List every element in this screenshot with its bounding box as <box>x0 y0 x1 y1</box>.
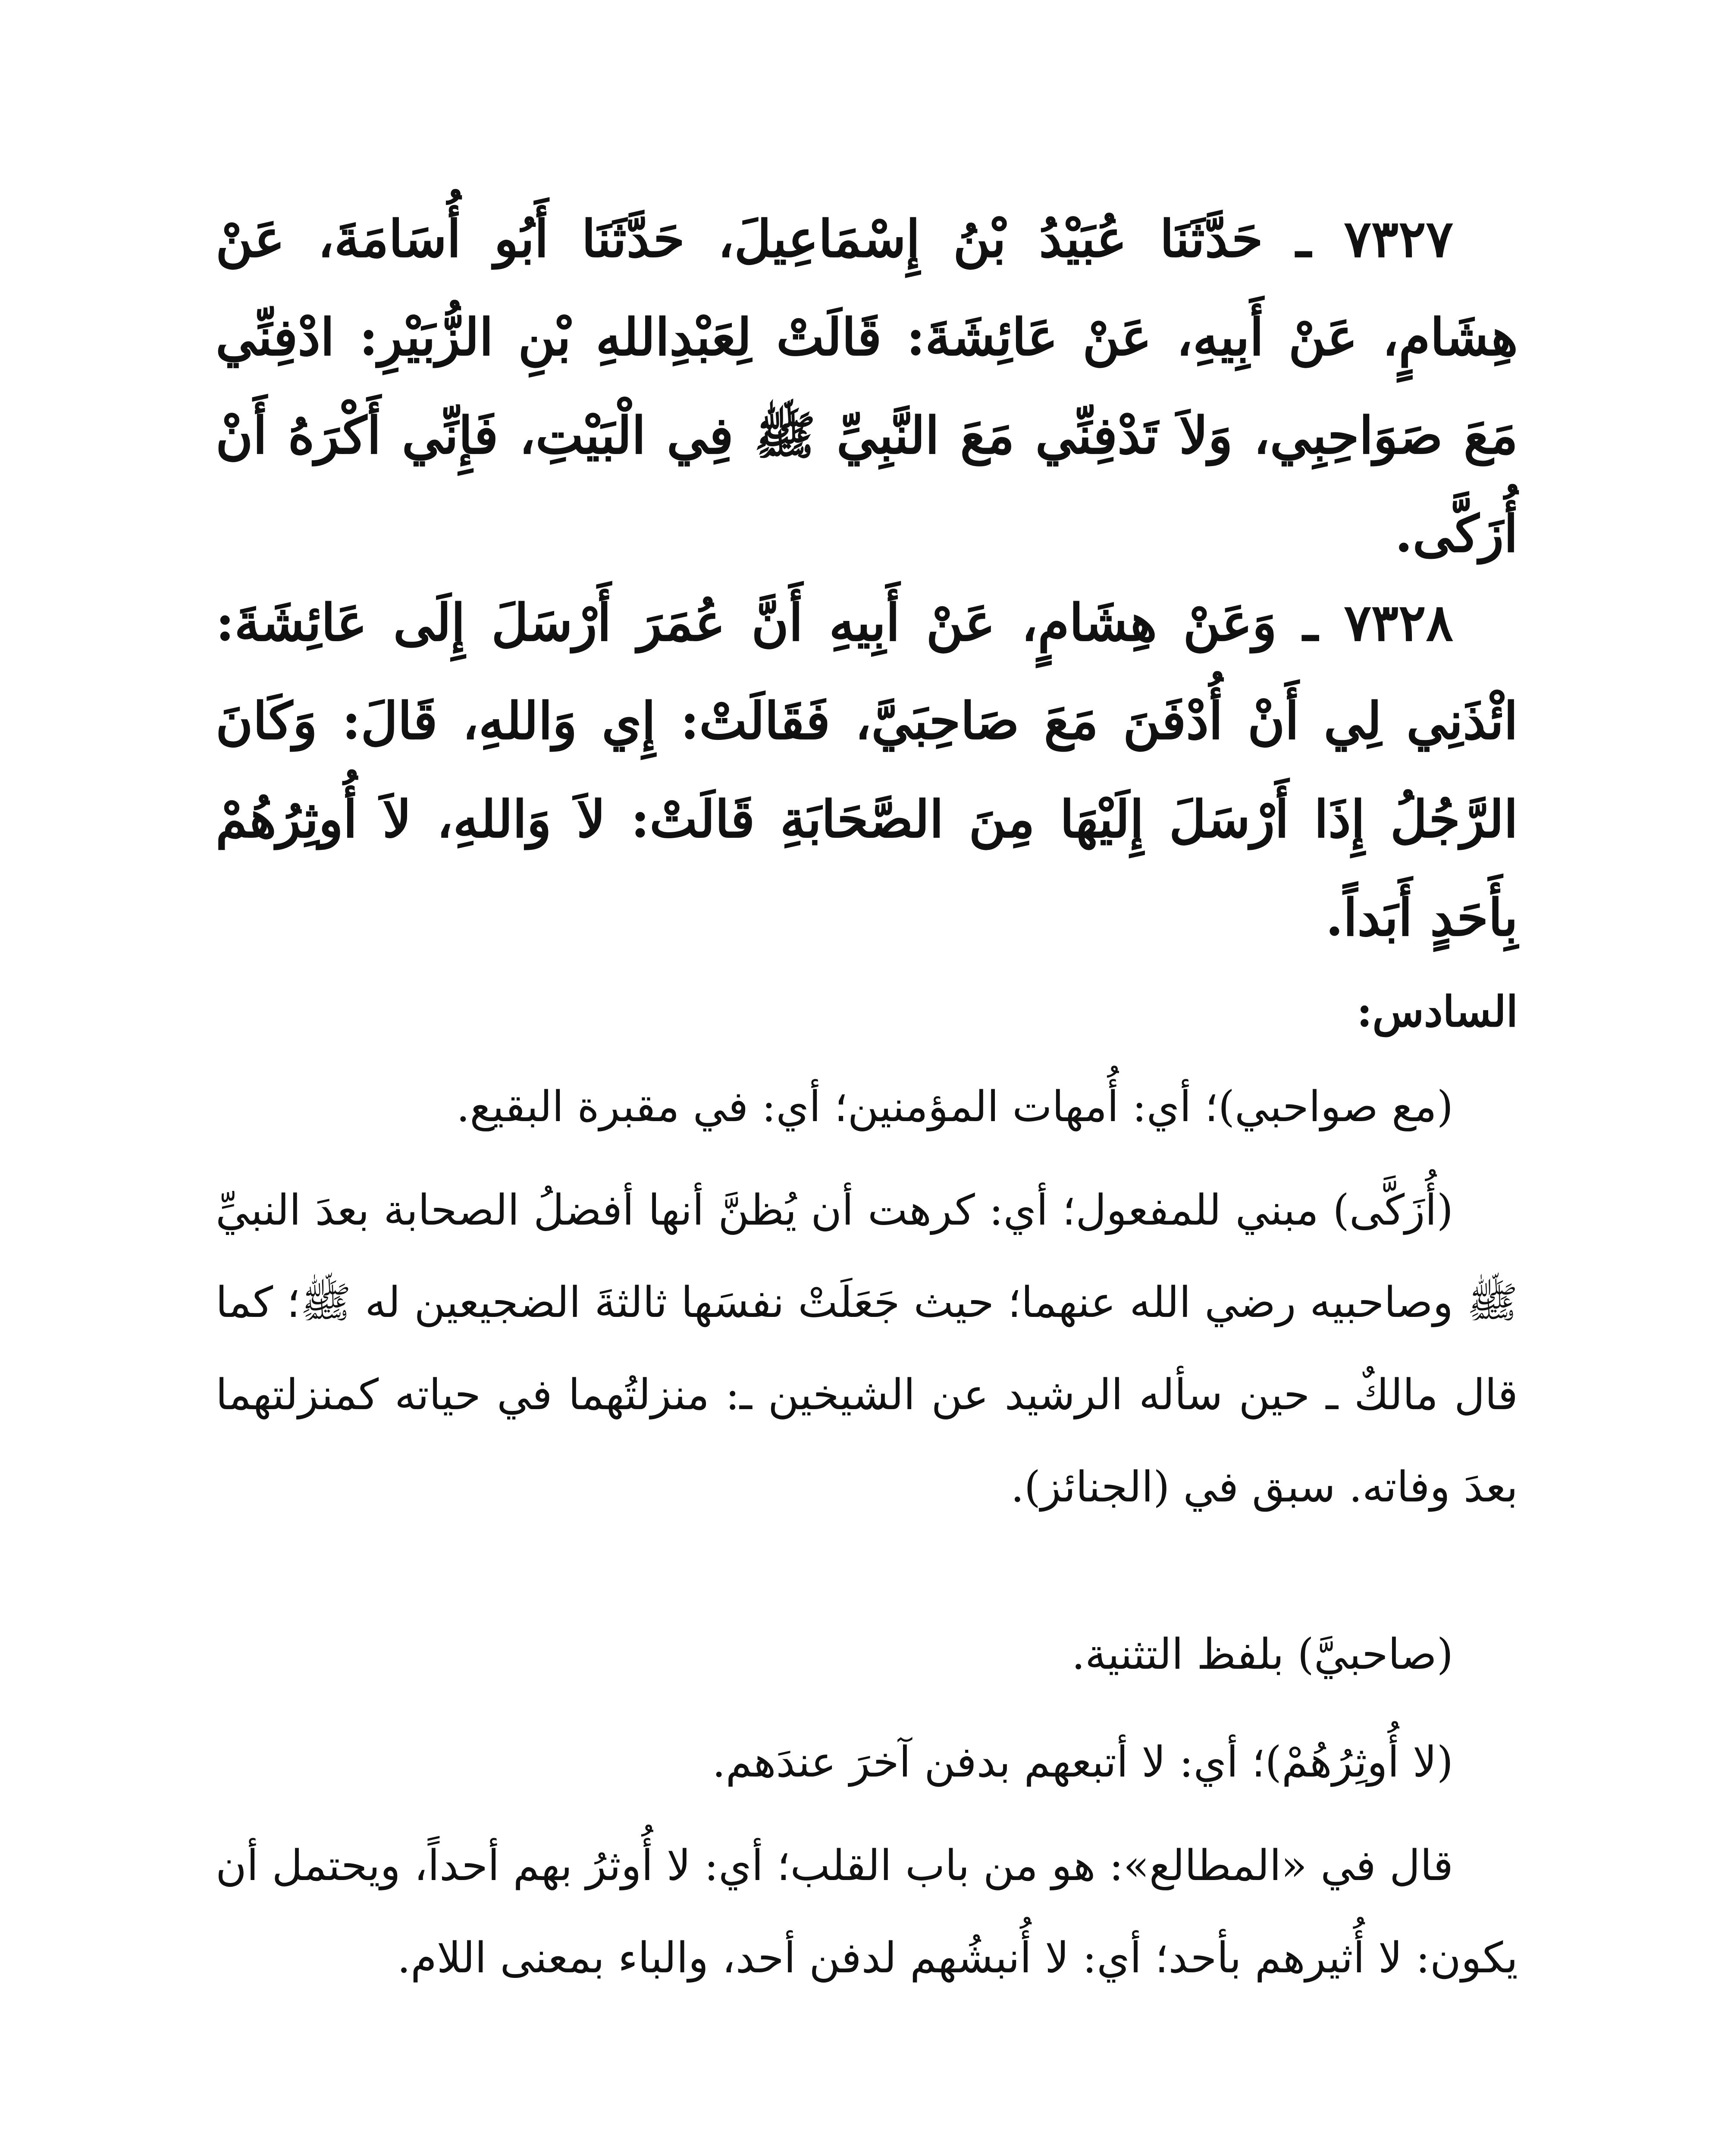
section-heading: السادس: <box>1357 987 1518 1037</box>
commentary-paragraph: (أُزَكَّى) مبني للمفعول؛ أي: كرهت أن يُظنَّ أنها أفضلُ الصحابة بعدَ النبيِّ ﷺ وصاحبيه رضي الله عنهما؛ حيث جَعَلَتْ نفسَها ثالثةَ الضجيعين له ﷺ؛ كما قال مالكٌ ـ حين سأله الرشيد عن الشيخين ـ: منزلتُهما في حياته كمنزلتهما بعدَ وفاته. سبق في (الجنائز). <box>216 1186 1518 1512</box>
commentary-paragraph: قال في «المطالع»: هو من باب القلب؛ أي: لا أُوثرُ بهم أحداً، ويحتمل أن يكون: لا أُثيرهم بأحد؛ أي: لا أُنبشُهم لدفن أحد، والباء بمعنى اللام. <box>216 1841 1518 1983</box>
commentary-paragraph: (صاحبيَّ) بلفظ التثنية. <box>1071 1630 1453 1679</box>
commentary-paragraph: (مع صواحبي)؛ أي: أُمهات المؤمنين؛ أي: في مقبرة البقيع. <box>456 1082 1453 1131</box>
commentary-paragraph: (لا أُوثِرُهُمْ)؛ أي: لا أتبعهم بدفن آخرَ عندَهم. <box>712 1738 1453 1787</box>
hadith-7328: ٧٣٢٨ ـ وَعَنْ هِشَامٍ، عَنْ أَبِيهِ أَنَّ عُمَرَ أَرْسَلَ إِلَى عَائِشَةَ: ائْذَنِي لِي أَنْ أُدْفَنَ مَعَ صَاحِبَيَّ، فَقَالَتْ: إِي وَاللهِ، قَالَ: وَكَانَ الرَّجُلُ إِذَا أَرْسَلَ إِلَيْهَا مِنَ الصَّحَابَةِ قَالَتْ: لاَ وَاللهِ، لاَ أُوثِرُهُمْ بِأَحَدٍ أَبَداً. <box>216 592 1518 947</box>
hadith-7327: ٧٣٢٧ ـ حَدَّثَنَا عُبَيْدُ بْنُ إِسْمَاعِيلَ، حَدَّثَنَا أَبُو أُسَامَةَ، عَنْ هِشَامٍ، عَنْ أَبِيهِ، عَنْ عَائِشَةَ: قَالَتْ لِعَبْدِاللهِ بْنِ الزُّبَيْرِ: ادْفِنِّي مَعَ صَوَاحِبِي، وَلاَ تَدْفِنِّي مَعَ النَّبِيِّ ﷺ فِي الْبَيْتِ، فَإِنِّي أَكْرَهُ أَنْ أُزَكَّى. <box>216 209 1518 564</box>
